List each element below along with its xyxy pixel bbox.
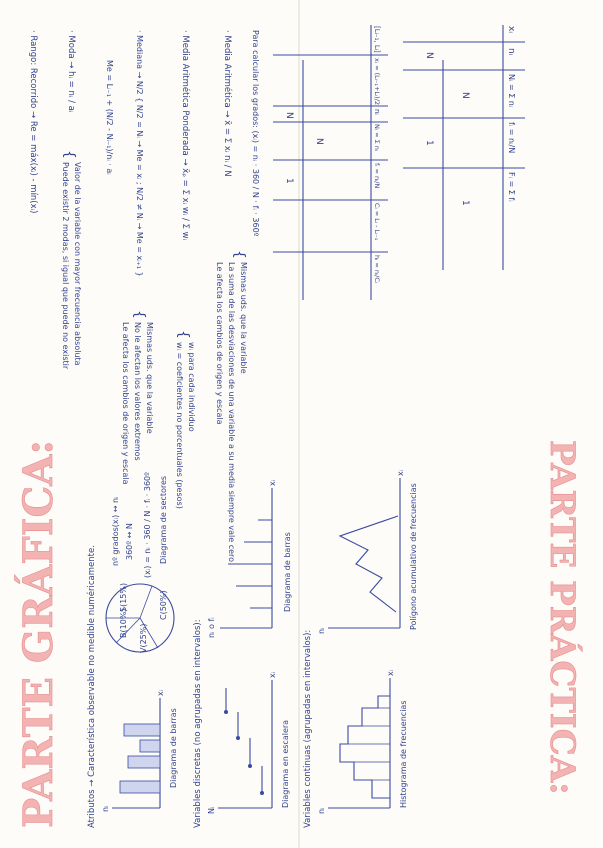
table1-total-n: N — [424, 52, 434, 59]
ponderada-note-1: wᵢ para cada individuo — [187, 342, 196, 432]
mediana-note-2: No le afectan los valores extremos — [133, 322, 142, 461]
media-note-2: La suma de las desviaciones de una variable a su media siempre vale cero — [227, 262, 236, 563]
table2-header-interval: [Lᵢ₋₁, Lᵢ] — [373, 26, 381, 53]
moda: · Moda → hᵢ = nᵢ / aᵢ — [66, 30, 76, 113]
table2-header-hi: hᵢ = nᵢ/Cᵢ — [373, 255, 381, 284]
sectores-formula-2: 360º ↔ N — [125, 523, 134, 560]
mediana-brace: { — [131, 310, 147, 319]
table1-header-xi: xᵢ — [506, 26, 516, 33]
media-brace: { — [231, 250, 247, 259]
step-caption: Diagrama en escalera — [281, 719, 290, 808]
poly-axis-y-label: nᵢ — [317, 627, 326, 634]
mediana: · Mediana → N/2 { N/2 = Nᵢ → Me = xᵢ ; N/2 ≠ Nᵢ → Me = xᵢ₊₁ } — [135, 30, 144, 277]
moda-note-2: Puede existir 2 modas, si igual que puede no existir — [61, 162, 70, 370]
bar-diagram-caption: Diagrama de barras — [169, 708, 178, 788]
table2-total-n: N — [284, 112, 294, 119]
sectores-formula-3: (xᵢ) = nᵢ · 360 / N · fᵢ · 360º — [143, 472, 152, 578]
media-note-1: Mismas uds. que la variable — [239, 262, 248, 374]
continuas-heading: Variables continuas (agrupadas en intervalos): — [303, 629, 313, 828]
stick-axis-y-label: nᵢ o fᵢ — [207, 617, 216, 638]
mediana-note-1: Mismas uds. que la variable — [145, 322, 154, 434]
rango: · Rango: Recorrido → Re = máx(xᵢ) - mín(xᵢ) — [28, 30, 38, 214]
table2-last-N: N — [314, 138, 324, 145]
left-title: PARTE GRÁFICA: — [15, 439, 62, 828]
table1-last-F: 1 — [460, 200, 470, 206]
table1-last-N: N — [460, 92, 470, 99]
pie-slice-label-v: V(25%) — [139, 623, 148, 653]
stick-axis-x-label: xᵢ — [268, 479, 277, 486]
mediana-intervalos: Me = Lᵢ₋₁ + (N/2 - Nᵢ₋₁)/nᵢ · aᵢ — [105, 60, 114, 175]
frequency-table-2 — [273, 25, 388, 300]
media-note-3: Le afecta los cambios de origen y escala — [215, 262, 224, 425]
step-axis-x-label: xᵢ — [268, 671, 277, 678]
bar-axis-y-label: nᵢ — [101, 805, 110, 812]
table2-total-f: 1 — [284, 178, 294, 184]
table2-header-Ci: Cᵢ = Lᵢ - Lᵢ₋₁ — [373, 203, 381, 241]
step-axis-y-label: Nᵢ — [207, 806, 216, 814]
pie-slice-label-s: S(15%) — [119, 582, 128, 612]
ponderada-brace: { — [175, 330, 191, 339]
hist-axis-x-label: xᵢ — [386, 669, 395, 676]
ponderada-note-2: wᵢ = coeficientes no porcentuales (pesos) — [175, 342, 184, 509]
pie-slice-label-c: C(50%) — [159, 590, 168, 620]
sectores-caption: Diagrama de sectores — [159, 475, 168, 564]
table1-header-ni: nᵢ — [506, 48, 516, 56]
table1-header-Ni: Nᵢ = Σ nᵢ — [507, 74, 516, 108]
bar-axis-x-label: xᵢ — [156, 689, 165, 696]
moda-brace: { — [61, 150, 77, 159]
pie-slice-label-b: B(10%) — [119, 608, 128, 638]
moda-note-1: Valor de la variable con mayor frecuencia absoluta — [73, 162, 82, 366]
grados-formula: Para calcular los grados: (xᵢ) = nᵢ · 360 / N · fᵢ · 360º — [251, 30, 260, 237]
table1-header-Fi: Fᵢ = Σ fᵢ — [507, 172, 516, 202]
mediana-note-3: Le afecta los cambios de origen y escala — [121, 322, 130, 485]
poly-caption: Polígono acumulativo de frecuencias — [409, 483, 418, 630]
table2-header-fi: fᵢ = nᵢ/N — [373, 163, 381, 189]
table1-total-f: 1 — [424, 140, 434, 146]
sectores-formula-1: nº grados(xᵢ) ↔ nᵢ — [111, 496, 120, 566]
discretas-heading: Variables discretas (no agrupadas en intervalos): — [193, 619, 203, 828]
table2-header-ni: nᵢ — [373, 109, 381, 115]
atributos-text: Atributos → Característica observable no medible numéricamente. — [87, 545, 97, 828]
frequency-table-1 — [403, 25, 525, 270]
media-aritmetica: · Media Aritmética → x̄ = Σ xᵢ nᵢ / N — [222, 30, 232, 177]
table2-header-Ni: Nᵢ = Σ nᵢ — [373, 124, 381, 152]
right-title: PARTE PRÁCTICA: — [542, 440, 582, 795]
media-ponderada: · Media Aritmética Ponderada → x̄ₚ = Σ xᵢ wᵢ / Σ wᵢ — [180, 30, 190, 241]
table1-header-fi: fᵢ = nᵢ/N — [507, 122, 516, 154]
hist-caption: Histograma de frecuencias — [399, 700, 408, 808]
stick-caption: Diagrama de barras — [283, 532, 292, 612]
poly-axis-x-label: xᵢ — [396, 469, 405, 476]
hist-axis-y-label: nᵢ — [317, 807, 326, 814]
table2-header-xi: xᵢ = (Lᵢ₋₁+Lᵢ)/2 — [373, 58, 381, 106]
